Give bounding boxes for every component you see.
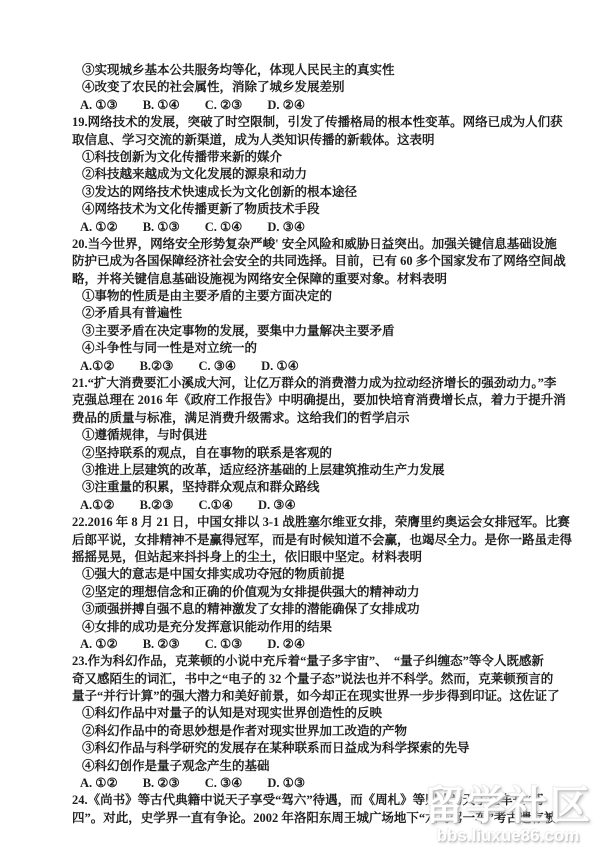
option-line: ②科幻作品中的奇思妙想是作者对现实世界加工改造的产物 <box>82 723 408 738</box>
option-line: ③推进上层建筑的改革，适应经济基础的上层建筑推动生产力发展 <box>82 462 445 477</box>
option-line: ②矛盾具有普遍性 <box>82 306 183 321</box>
question-text-line: 取信息、学习交流的新渠道，成为人类知识传播的新载体。这表明 <box>72 132 435 147</box>
option-line: ③主要矛盾在决定事物的发展，要集中力量解决主要矛盾 <box>82 323 395 338</box>
option-line: ②坚持联系的观点，自在事物的联系是客观的 <box>82 445 333 460</box>
question-text-line: 略，并将关键信息基础设施视为网络安全保障的重要对象。材料表明 <box>72 271 448 286</box>
question-text-line: 24.《尚书》等古代典籍中说天子享受“驾六”待遇，而《周札》等则认为天子坐车是“驾 <box>72 793 544 808</box>
option-line: ②坚定的理想信念和正确的价值观为女排提供强大的精神动力 <box>82 584 420 599</box>
question-text-line: 摇摇晃晃，但站起来抖抖身上的尘土，依旧眼中坚定。材料表明 <box>72 549 423 564</box>
answer-options-line: A.①② B.②③ C. ③④ D. ①④ <box>80 358 299 373</box>
question-text-line: 19.网络技术的发展，突破了时空限制，引发了传播格局的根本性变革。网络已成为人们获 <box>72 115 563 130</box>
option-line: ①事物的性质是由主要矛盾的主要方面决定的 <box>82 289 333 304</box>
option-line: ①科幻作品中对量子的认知是对现实世界创造性的反映 <box>82 706 383 721</box>
question-text-line: 费品的质量与标准，满足消费升级需求。这给我们的哲学启示 <box>72 410 410 425</box>
question-text-line: 克强总理在 2016 年《政府工作报告》中明确提出，要加快培育消费增长点，着力于提升消 <box>72 393 566 408</box>
watermark-logo-text: 留学社区 <box>424 784 592 828</box>
question-text-line: 防护已成为各国保障经济社会安全的共同选择。目前，已有 60 多个国家发布了网络空间战 <box>72 254 566 269</box>
answer-options-line: A. ①② B. ②③ C. ③④ D. ①③ <box>80 776 306 791</box>
answer-options-line: A. ①② B. ②③ C. ①③ D. ②④ <box>80 636 306 651</box>
question-text-line: 四”。对此，史学界一直有争论。2002 年洛阳东周王城广场地下“六马驾一车”考古遗存被 <box>72 810 557 825</box>
option-line: ③注重量的积累，坚持群众观点和群众路线 <box>82 480 320 495</box>
option-line: ④网络技术为文化传播更新了物质技术手段 <box>82 202 320 217</box>
option-line: ①强大的意志是中国女排实成功夺冠的物质前提 <box>82 567 345 582</box>
question-text-line: 奇又感陌生的词汇，书中之“电子的 32 个量子态”说法也并不科学。然而，克莱顿预言的 <box>72 671 554 686</box>
option-line: ③实现城乡基本公共服务均等化，体现人民民主的真实性 <box>82 63 395 77</box>
option-line: ①遵循规律，与时俱进 <box>82 428 208 443</box>
question-text-line: 后郎平说，女排精神不是赢得冠军，而是有时候知道不会赢，也竭尽全力。是你一路虽走得 <box>72 532 573 547</box>
option-line: ④女排的成功是充分发挥意识能动作用的结果 <box>82 619 333 634</box>
option-line: ④斗争性与同一性是对立统一的 <box>82 341 258 356</box>
option-line: ①科技创新为文化传播带来新的媒介 <box>82 149 283 164</box>
watermark <box>424 786 592 844</box>
question-text-line: 22.2016 年 8 月 21 日，中国女排以 3-1 战胜塞尔维亚女排，荣膺里约奥运会女排冠军。比赛 <box>72 515 570 530</box>
question-text-line: 量子“并行计算”的强大潜力和美好前景，如今却正在现实世界一步步得到印证。这佐证了 <box>72 689 560 704</box>
option-line: ④科幻创作是量子观念产生的基础 <box>82 758 270 773</box>
option-line: ②科技越来越成为文化发展的源泉和动力 <box>82 167 308 182</box>
answer-options-line: A. ①③ B. ①④ C. ②③ D. ②④ <box>80 97 306 112</box>
option-line: ③发达的网络技术快速成长为文化创新的根本途径 <box>82 184 358 199</box>
watermark-url-text: bbs.liuxue86.com <box>436 826 580 845</box>
option-line: ③顽强拼搏自强不息的精神激发了女排的潜能确保了女排成功 <box>82 602 420 617</box>
answer-options-line: A. ①② B. ①③ C. ①④ D. ③④ <box>80 219 306 234</box>
exam-text <box>72 62 573 827</box>
question-text-line: 23.作为科幻作品，克莱顿的小说中充斥着“量子多宇宙”、 “量子纠缠态”等令人既感新 <box>72 654 544 669</box>
answer-options-line: A.①② B.②③ C.①④ D. ③④ <box>80 497 296 512</box>
question-text-line: 21.“扩大消费要汇小溪成大河，让亿万群众的消费潜力成为拉动经济增长的强劲动力。”李 <box>72 376 557 391</box>
question-text-line: 20.当今世界，网络安全形势复杂严峻' 安全风险和威胁日益突出。加强关键信息基础设施 <box>72 236 557 251</box>
option-line: ④改变了农民的社会属性，消除了城乡发展差别 <box>82 80 345 95</box>
option-line: ③科幻作品与科学研究的发展存在某种联系而日益成为科学探索的先导 <box>82 741 470 756</box>
